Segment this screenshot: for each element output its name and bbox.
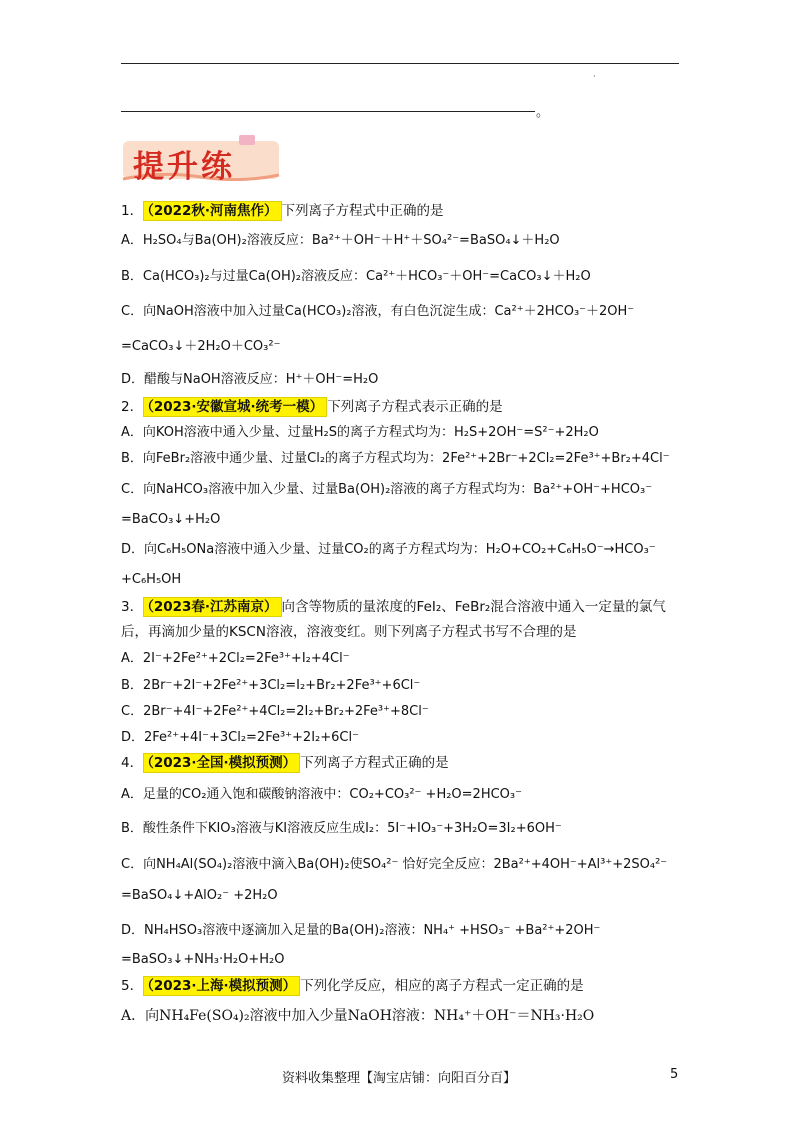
- option-c-cont: =BaSO₄↓+AlO₂⁻ +2H₂O: [121, 888, 278, 903]
- option-a: A．向NH₄Fe(SO₄)₂溶液中加入少量NaOH溶液：NH₄⁺＋OH⁻＝NH₃·H₂O: [121, 1008, 595, 1024]
- answer-line-2: [121, 111, 535, 112]
- question-stem: 下列化学反应，相应的离子方程式一定正确的是: [300, 978, 584, 994]
- dot-mark: ·: [593, 72, 596, 81]
- question-number: 4．: [121, 755, 144, 771]
- question-number: 5．: [121, 978, 144, 994]
- question-2-header: [121, 397, 503, 417]
- option-d: D．醋酸与NaOH溶液反应：H⁺＋OH⁻=H₂O: [121, 372, 379, 387]
- question-4-header: [121, 753, 449, 773]
- option-d-cont: =BaSO₃↓+NH₃·H₂O+H₂O: [121, 952, 285, 967]
- page-number: 5: [670, 1067, 679, 1082]
- question-stem: 向含等物质的量浓度的FeI₂、FeBr₂混合溶液中通入一定量的氯气: [281, 599, 666, 615]
- option-d: D．向C₆H₅ONa溶液中通入少量、过量CO₂的离子方程式均为：H₂O+CO₂+C₆H₅O⁻→HCO₃⁻: [121, 542, 656, 557]
- question-source-tag: （2023·安徽宣城·统考一模）: [143, 397, 327, 417]
- question-number: 1．: [121, 203, 144, 219]
- question-source-tag: （2023·全国·模拟预测）: [143, 753, 300, 773]
- option-b: B．酸性条件下KIO₃溶液与KI溶液反应生成I₂：5I⁻+IO₃⁻+3H₂O=3I₂+6OH⁻: [121, 821, 562, 836]
- question-stem: 下列离子方程式中正确的是: [281, 203, 444, 219]
- option-a: A．向KOH溶液中通入少量、过量H₂S的离子方程式均为：H₂S+2OH⁻=S²⁻+2H₂O: [121, 425, 599, 440]
- option-a: A．H₂SO₄与Ba(OH)₂溶液反应：Ba²⁺＋OH⁻＋H⁺＋SO₄²⁻=BaSO₄↓＋H₂O: [121, 233, 560, 248]
- answer-line-end: 。: [536, 105, 550, 120]
- option-c: C．2Br⁻+4I⁻+2Fe²⁺+4Cl₂=2I₂+Br₂+2Fe³⁺+8Cl⁻: [121, 704, 429, 719]
- question-source-tag: （2023·上海·模拟预测）: [143, 976, 300, 996]
- question-number: 3．: [121, 599, 144, 615]
- option-b: B．2Br⁻+2I⁻+2Fe²⁺+3Cl₂=I₂+Br₂+2Fe³⁺+6Cl⁻: [121, 678, 421, 693]
- option-b: B．向FeBr₂溶液中通少量、过量Cl₂的离子方程式均为：2Fe²⁺+2Br⁻+2Cl₂=2Fe³⁺+Br₂+4Cl⁻: [121, 451, 670, 466]
- question-5-header: [121, 976, 584, 996]
- section-banner: [121, 135, 281, 185]
- option-a: A．足量的CO₂通入饱和碳酸钠溶液中：CO₂+CO₃²⁻ +H₂O=2HCO₃⁻: [121, 787, 522, 802]
- option-c: C．向NaHCO₃溶液中加入少量、过量Ba(OH)₂溶液的离子方程式均为：Ba²⁺+OH⁻+HCO₃⁻: [121, 482, 653, 497]
- question-source-tag: （2023春·江苏南京）: [143, 597, 281, 617]
- option-c-cont: =CaCO₃↓＋2H₂O＋CO₃²⁻: [121, 339, 281, 354]
- question-stem: 下列离子方程式表示正确的是: [327, 399, 503, 415]
- question-source-tag: （2022秋·河南焦作）: [143, 201, 281, 221]
- option-d: D．NH₄HSO₃溶液中逐滴加入足量的Ba(OH)₂溶液：NH₄⁺ +HSO₃⁻ +Ba²⁺+2OH⁻: [121, 923, 601, 938]
- option-c: C．向NH₄Al(SO₄)₂溶液中滴入Ba(OH)₂使SO₄²⁻ 恰好完全反应：2Ba²⁺+4OH⁻+Al³⁺+2SO₄²⁻: [121, 857, 668, 872]
- answer-line-1: [121, 63, 679, 64]
- option-c: C．向NaOH溶液中加入过量Ca(HCO₃)₂溶液，有白色沉淀生成：Ca²⁺＋2HCO₃⁻＋2OH⁻: [121, 304, 635, 319]
- banner-title: 提升练: [133, 149, 235, 185]
- option-a: A．2I⁻+2Fe²⁺+2Cl₂=2Fe³⁺+I₂+4Cl⁻: [121, 651, 350, 666]
- option-c-cont: =BaCO₃↓+H₂O: [121, 512, 221, 527]
- option-b: B．Ca(HCO₃)₂与过量Ca(OH)₂溶液反应：Ca²⁺＋HCO₃⁻＋OH⁻=CaCO₃↓＋H₂O: [121, 269, 591, 284]
- option-d: D．2Fe²⁺+4I⁻+3Cl₂=2Fe³⁺+2I₂+6Cl⁻: [121, 730, 359, 745]
- question-1-header: [121, 201, 444, 221]
- footer-source: 资料收集整理【淘宝店铺：向阳百分百】: [282, 1071, 517, 1086]
- question-3-header: [121, 597, 666, 617]
- question-stem: 下列离子方程式正确的是: [300, 755, 449, 771]
- option-d-cont: +C₆H₅OH: [121, 572, 182, 587]
- question-number: 2．: [121, 399, 144, 415]
- question-stem-cont: 后，再滴加少量的KSCN溶液，溶液变红。则下列离子方程式书写不合理的是: [121, 624, 577, 640]
